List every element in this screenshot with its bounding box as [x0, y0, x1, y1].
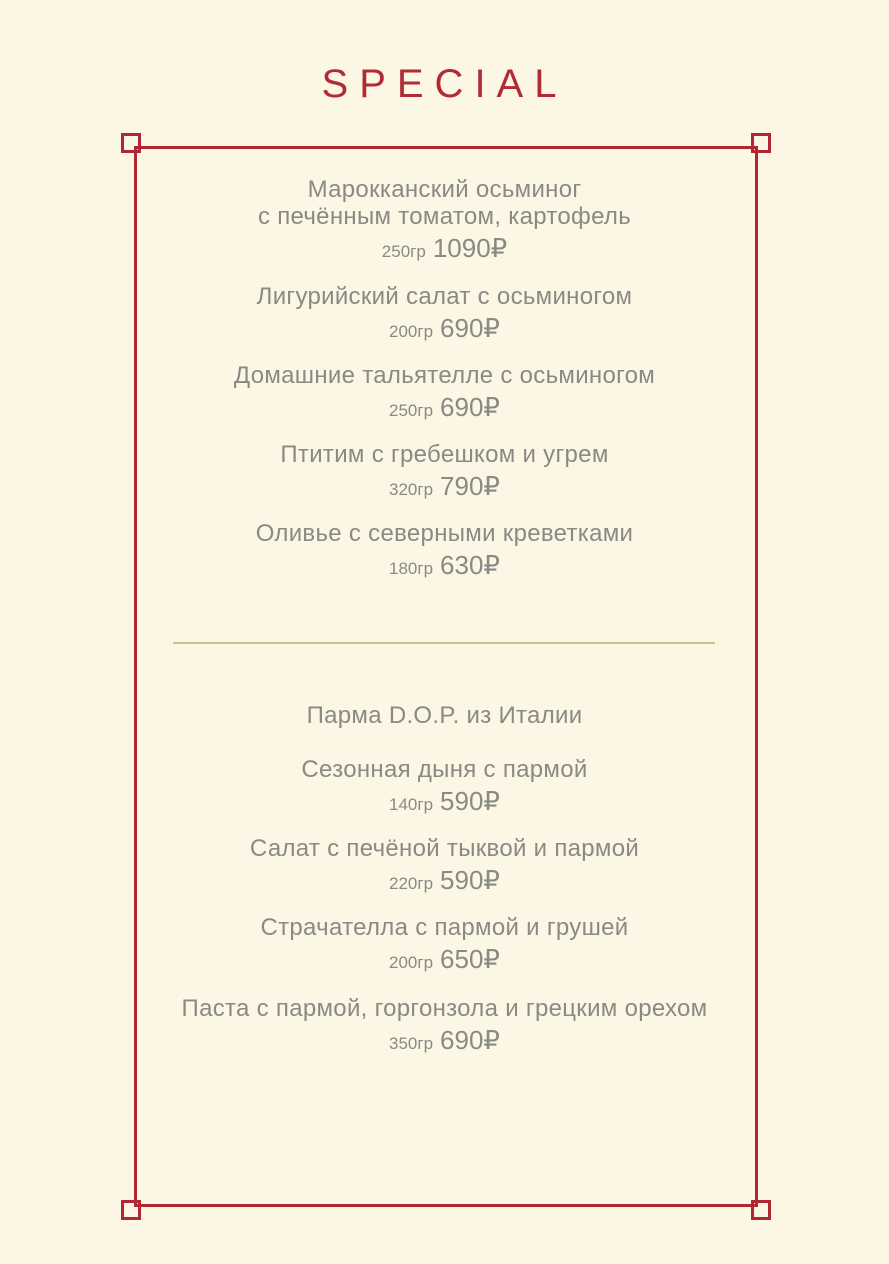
item-weight: 200гр: [389, 953, 434, 972]
frame-corner-square-bottom-right: [751, 1200, 771, 1220]
menu-item: [0, 283, 889, 348]
section-header: Парма D.O.P. из Италии: [306, 702, 583, 729]
item-weight: 140гр: [389, 795, 434, 814]
item-price-line: [0, 392, 889, 427]
menu-item: [0, 520, 889, 585]
item-name: Домашние тальятелле с осьминогом: [233, 362, 656, 389]
item-price: 790₽: [440, 471, 500, 501]
item-name: Салат с печёной тыквой и пармой: [249, 835, 640, 862]
item-price-line: [0, 313, 889, 348]
item-name: Паста с пармой, горгонзола и грецким орехом: [181, 995, 708, 1022]
item-price-line: [0, 786, 889, 821]
item-name: Марокканский осьминог: [307, 176, 582, 203]
item-price: 650₽: [440, 944, 500, 974]
item-price-line: [0, 233, 889, 268]
item-price: 590₽: [440, 865, 500, 895]
item-price: 630₽: [440, 550, 500, 580]
menu-item: [0, 441, 889, 506]
menu-item: [0, 835, 889, 900]
item-price-line: [0, 944, 889, 979]
menu-item: [0, 756, 889, 821]
item-name: Птитим с гребешком и угрем: [280, 441, 609, 468]
item-weight: 180гр: [389, 559, 434, 578]
item-name-line2: с печённым томатом, картофель: [257, 203, 632, 230]
menu-item: [0, 176, 889, 268]
page-title: SPECIAL: [321, 62, 568, 106]
menu-item: [0, 914, 889, 979]
item-weight: 350гр: [389, 1034, 434, 1053]
item-weight: 250гр: [381, 242, 426, 261]
item-price-line: [0, 1025, 889, 1060]
section-divider: [173, 642, 715, 644]
item-price: 690₽: [440, 1025, 500, 1055]
item-weight: 250гр: [389, 401, 434, 420]
item-weight: 320гр: [389, 480, 434, 499]
item-price-line: [0, 550, 889, 585]
item-name: Страчателла с пармой и грушей: [260, 914, 629, 941]
item-price: 590₽: [440, 786, 500, 816]
menu-item: [0, 995, 889, 1060]
item-price: 1090₽: [432, 233, 508, 263]
item-weight: 200гр: [389, 322, 434, 341]
frame-corner-square-top-left: [121, 133, 141, 153]
item-price-line: [0, 865, 889, 900]
frame-corner-square-top-right: [751, 133, 771, 153]
item-price: 690₽: [440, 313, 500, 343]
item-weight: 220гр: [389, 874, 434, 893]
item-name: Сезонная дыня с пармой: [301, 756, 588, 783]
item-name: Оливье с северными креветками: [255, 520, 634, 547]
menu-item: [0, 362, 889, 427]
item-price-line: [0, 471, 889, 506]
item-name: Лигурийский салат с осьминогом: [256, 283, 633, 310]
frame-corner-square-bottom-left: [121, 1200, 141, 1220]
item-price: 690₽: [440, 392, 500, 422]
